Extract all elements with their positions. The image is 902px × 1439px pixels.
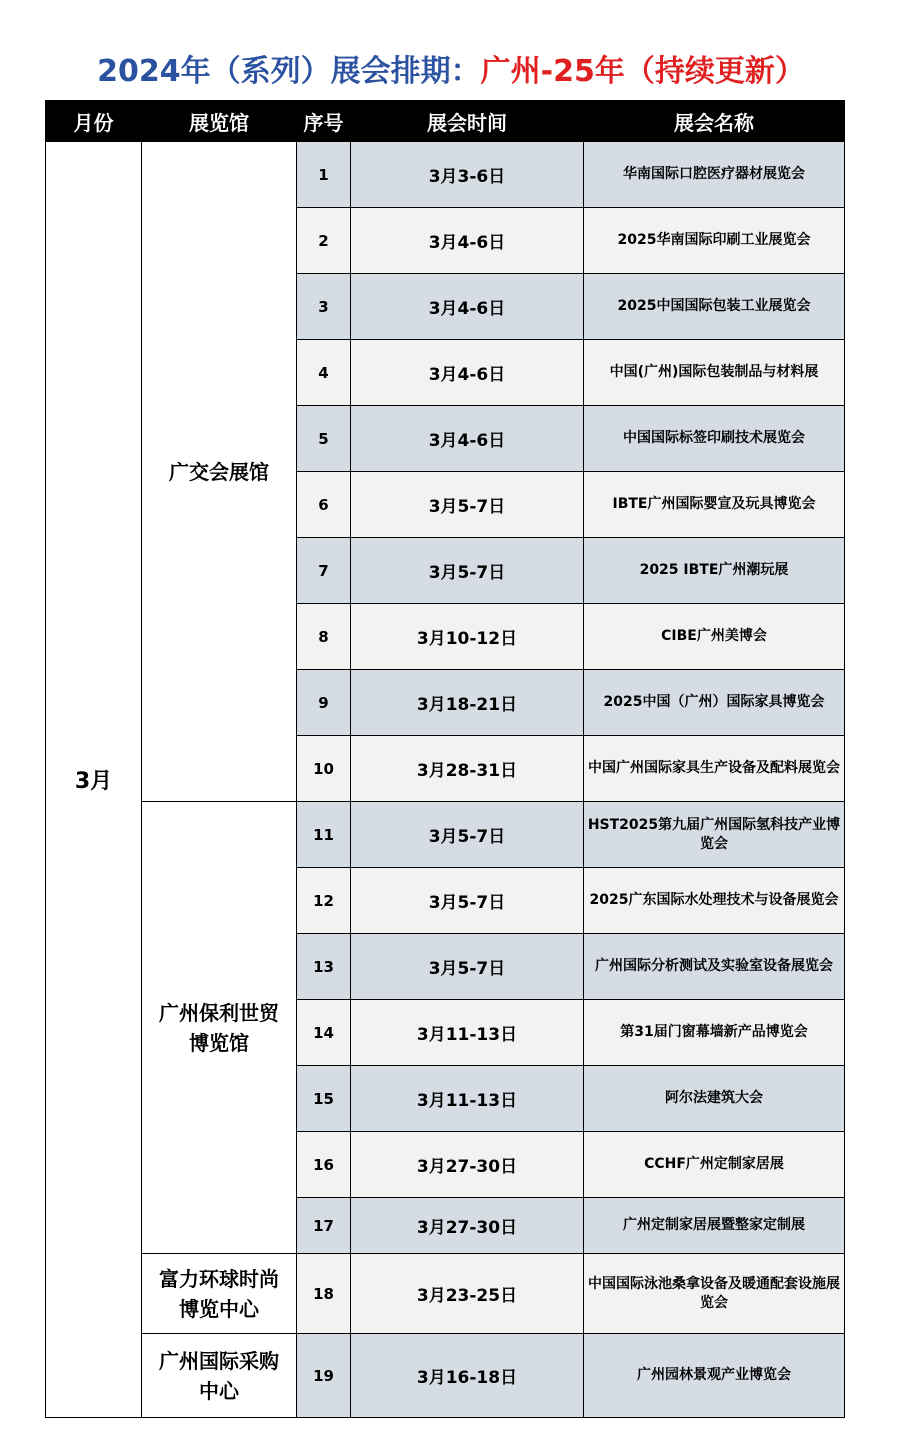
- table-row: [46, 1334, 845, 1418]
- seq-cell: 13: [297, 934, 351, 1000]
- seq-cell: 1: [297, 142, 351, 208]
- seq-cell: 14: [297, 1000, 351, 1066]
- seq-cell: 19: [297, 1334, 351, 1418]
- seq-cell: 17: [297, 1198, 351, 1254]
- table-header-row: [46, 101, 845, 142]
- seq-cell: 7: [297, 538, 351, 604]
- time-cell: 3月23-25日: [351, 1254, 584, 1334]
- seq-cell: 15: [297, 1066, 351, 1132]
- name-cell: 华南国际口腔医疗器材展览会: [584, 142, 845, 208]
- name-cell: 中国国际泳池桑拿设备及暖通配套设施展览会: [584, 1254, 845, 1334]
- header-name: 展会名称: [584, 101, 845, 142]
- table-row: [46, 802, 845, 868]
- time-cell: 3月11-13日: [351, 1000, 584, 1066]
- time-cell: 3月28-31日: [351, 736, 584, 802]
- title-part-blue: 2024年（系列）展会排期：: [97, 54, 481, 89]
- venue-cell: 富力环球时尚博览中心: [142, 1254, 297, 1334]
- header-month: 月份: [46, 101, 142, 142]
- name-cell: 2025华南国际印刷工业展览会: [584, 208, 845, 274]
- time-cell: 3月27-30日: [351, 1132, 584, 1198]
- time-cell: 3月4-6日: [351, 274, 584, 340]
- time-cell: 3月5-7日: [351, 472, 584, 538]
- name-cell: 第31届门窗幕墙新产品博览会: [584, 1000, 845, 1066]
- name-cell: 广州园林景观产业博览会: [584, 1334, 845, 1418]
- month-cell: 3月: [46, 142, 142, 1418]
- time-cell: 3月5-7日: [351, 868, 584, 934]
- seq-cell: 3: [297, 274, 351, 340]
- seq-cell: 9: [297, 670, 351, 736]
- time-cell: 3月18-21日: [351, 670, 584, 736]
- time-cell: 3月5-7日: [351, 538, 584, 604]
- time-cell: 3月5-7日: [351, 934, 584, 1000]
- venue-cell: 广州保利世贸博览馆: [142, 802, 297, 1254]
- seq-cell: 4: [297, 340, 351, 406]
- header-seq: 序号: [297, 101, 351, 142]
- seq-cell: 11: [297, 802, 351, 868]
- seq-cell: 10: [297, 736, 351, 802]
- venue-cell: 广州国际采购中心: [142, 1334, 297, 1418]
- name-cell: IBTE广州国际婴宣及玩具博览会: [584, 472, 845, 538]
- table-row: [46, 1254, 845, 1334]
- time-cell: 3月11-13日: [351, 1066, 584, 1132]
- time-cell: 3月5-7日: [351, 802, 584, 868]
- time-cell: 3月3-6日: [351, 142, 584, 208]
- name-cell: 2025中国（广州）国际家具博览会: [584, 670, 845, 736]
- time-cell: 3月27-30日: [351, 1198, 584, 1254]
- table-row: [46, 142, 845, 208]
- seq-cell: 18: [297, 1254, 351, 1334]
- title-part-red: 广州-25年（持续更新）: [480, 54, 805, 89]
- time-cell: 3月16-18日: [351, 1334, 584, 1418]
- name-cell: 广州国际分析测试及实验室设备展览会: [584, 934, 845, 1000]
- time-cell: 3月4-6日: [351, 340, 584, 406]
- time-cell: 3月4-6日: [351, 208, 584, 274]
- name-cell: 中国(广州)国际包装制品与材料展: [584, 340, 845, 406]
- seq-cell: 16: [297, 1132, 351, 1198]
- name-cell: 2025 IBTE广州潮玩展: [584, 538, 845, 604]
- seq-cell: 5: [297, 406, 351, 472]
- page-title: [0, 50, 902, 94]
- header-time: 展会时间: [351, 101, 584, 142]
- name-cell: HST2025第九届广州国际氢科技产业博览会: [584, 802, 845, 868]
- name-cell: 广州定制家居展暨整家定制展: [584, 1198, 845, 1254]
- seq-cell: 2: [297, 208, 351, 274]
- name-cell: 中国广州国际家具生产设备及配料展览会: [584, 736, 845, 802]
- time-cell: 3月4-6日: [351, 406, 584, 472]
- seq-cell: 6: [297, 472, 351, 538]
- name-cell: CIBE广州美博会: [584, 604, 845, 670]
- name-cell: 中国国际标签印刷技术展览会: [584, 406, 845, 472]
- name-cell: 2025中国国际包装工业展览会: [584, 274, 845, 340]
- venue-cell: 广交会展馆: [142, 142, 297, 802]
- name-cell: 阿尔法建筑大会: [584, 1066, 845, 1132]
- seq-cell: 12: [297, 868, 351, 934]
- seq-cell: 8: [297, 604, 351, 670]
- time-cell: 3月10-12日: [351, 604, 584, 670]
- exhibition-schedule-table: [45, 100, 845, 1418]
- name-cell: 2025广东国际水处理技术与设备展览会: [584, 868, 845, 934]
- header-venue: 展览馆: [142, 101, 297, 142]
- name-cell: CCHF广州定制家居展: [584, 1132, 845, 1198]
